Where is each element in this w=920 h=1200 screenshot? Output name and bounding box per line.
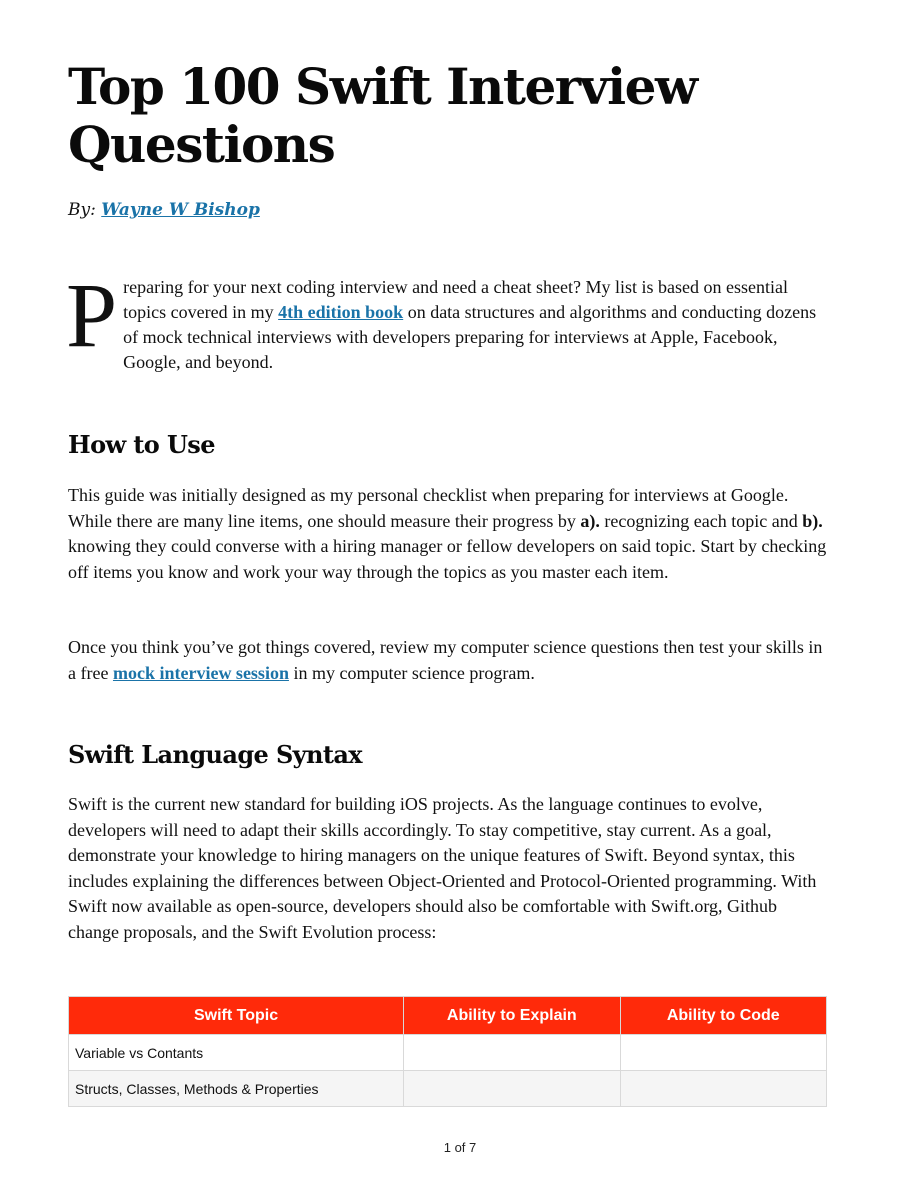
code-cell[interactable] bbox=[620, 1071, 826, 1107]
swift-syntax-paragraph: Swift is the current new standard for building iOS projects. As the language continues to evolve, developers will need to adapt their skills accordingly. To stay competitive, stay current. As a goal, demonstrate your knowledge to hiring managers on the unique features of Swift. Beyond syntax, this includes explaining the differences between Object-Oriented and Protocol-Oriented programming. With Swift now available as open-source, developers should also be comfortable with Swift.org, Github change proposals, and the Swift Evolution process: bbox=[68, 794, 817, 942]
p1-text-c: knowing they could converse with a hiring manager or fellow developers on said topic. Start by checking off items you know and work your way through the topics as you master each item. bbox=[68, 536, 827, 582]
intro-text-before: reparing for your next coding interview and need a cheat sheet? My list is based on essential topics covered in my bbox=[123, 277, 788, 322]
p2-text-a: Once you think you’ve got things covered, review my computer science questions then test your skills in a free bbox=[68, 637, 823, 683]
byline-prefix: By: bbox=[68, 200, 96, 220]
explain-cell[interactable] bbox=[404, 1035, 620, 1071]
code-cell[interactable] bbox=[620, 1035, 826, 1071]
p2-text-b: in my computer science program. bbox=[288, 662, 535, 683]
column-header-swift-topic: Swift Topic bbox=[69, 997, 404, 1035]
column-header-ability-to-code: Ability to Code bbox=[620, 997, 826, 1035]
byline bbox=[68, 198, 260, 222]
intro-text-after: on data structures and algorithms and conducting dozens of mock technical interviews with developers preparing for interviews at Apple, Facebook, Google, and beyond. bbox=[123, 302, 817, 372]
intro-paragraph bbox=[66, 264, 828, 375]
page-number: 1 of 7 bbox=[443, 1140, 477, 1155]
swift-topics-table bbox=[68, 996, 827, 1107]
table-header-row bbox=[69, 997, 827, 1035]
how-to-use-paragraph-1 bbox=[68, 483, 828, 585]
table-row bbox=[69, 1071, 827, 1107]
p1-text-b: recognizing each topic and bbox=[599, 510, 803, 531]
author-link[interactable]: Wayne W Bishop bbox=[101, 200, 260, 220]
p1-bold-b: b). bbox=[802, 510, 823, 531]
page-title: Top 100 Swift Interview Questions bbox=[68, 57, 697, 174]
drop-cap: P bbox=[66, 264, 118, 366]
heading-swift-language-syntax: Swift Language Syntax bbox=[68, 740, 363, 769]
how-to-use-paragraph-2 bbox=[68, 635, 828, 686]
topic-cell: Structs, Classes, Methods & Properties bbox=[69, 1071, 404, 1107]
topic-cell: Variable vs Contants bbox=[69, 1035, 404, 1071]
p1-bold-a: a). bbox=[580, 510, 600, 531]
table-row bbox=[69, 1035, 827, 1071]
mock-interview-link[interactable]: mock interview session bbox=[112, 662, 289, 683]
explain-cell[interactable] bbox=[404, 1071, 620, 1107]
heading-how-to-use: How to Use bbox=[68, 430, 215, 459]
p1-text-a: This guide was initially designed as my personal checklist when preparing for interviews at Google. While there are many line items, one should measure their progress by bbox=[68, 485, 789, 531]
column-header-ability-to-explain: Ability to Explain bbox=[404, 997, 620, 1035]
book-link[interactable]: 4th edition book bbox=[278, 302, 404, 322]
